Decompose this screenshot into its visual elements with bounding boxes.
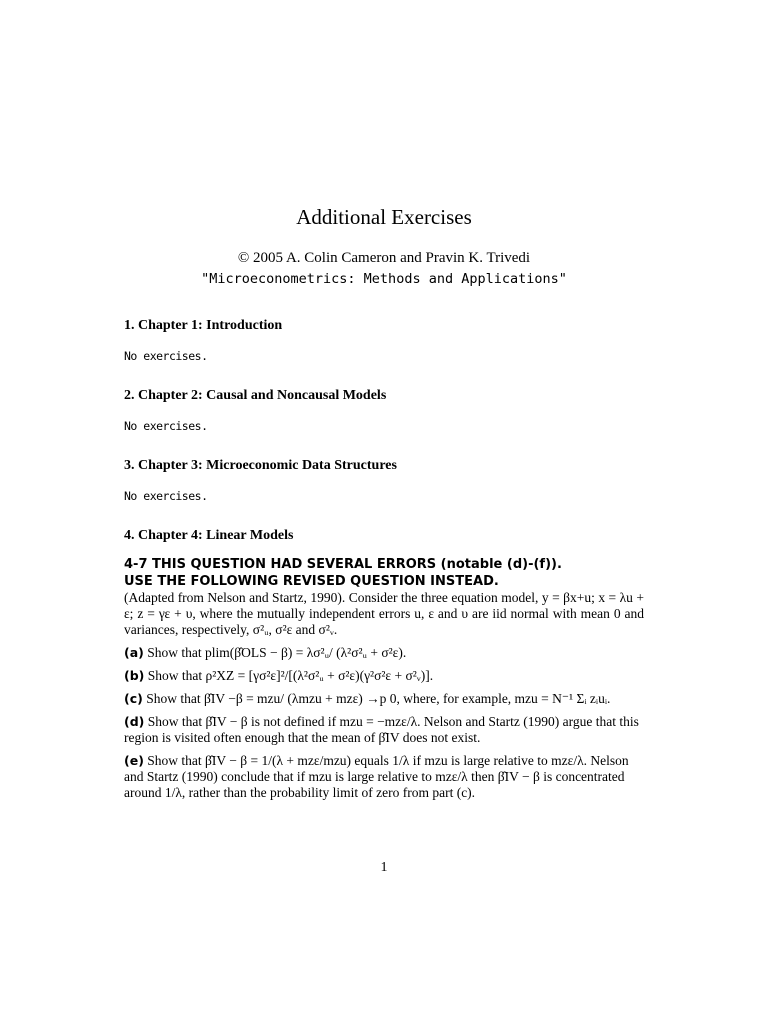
question-part-a	[124, 645, 644, 661]
question-part-c	[124, 691, 644, 707]
part-text: Show that β̂IV − β = 1/(λ + mzε/mzu) equals 1/λ if mzu is large relative to mzε/λ. Nelson and Startz (1990) conclude that if mzu is large relative to mzε/λ then β̂IV − β is concentrated around 1/λ, rather than the probability limit of zero from part (c).	[124, 753, 629, 800]
document-title: Additional Exercises	[296, 205, 472, 229]
section-body-1: No exercises.	[124, 349, 208, 363]
question-heading-line2: USE THE FOLLOWING REVISED QUESTION INSTEAD.	[124, 574, 499, 589]
section-body-2: No exercises.	[124, 419, 208, 433]
section-heading-3: 3. Chapter 3: Microeconomic Data Structures	[124, 458, 397, 473]
question-part-d	[124, 714, 644, 746]
question-part-e	[124, 753, 644, 801]
part-label: (d)	[124, 714, 145, 729]
part-label: (a)	[124, 645, 144, 660]
section-heading-1: 1. Chapter 1: Introduction	[124, 318, 283, 333]
page-number: 1	[380, 860, 388, 875]
part-label: (c)	[124, 691, 143, 706]
part-text: Show that β̂IV − β is not defined if mzu = −mzε/λ. Nelson and Startz (1990) argue that this region is visited often enough that the mean of β̂IV does not exist.	[124, 714, 639, 745]
question-part-b	[124, 668, 644, 684]
copyright-line: © 2005 A. Colin Cameron and Pravin K. Trivedi	[237, 250, 531, 266]
part-text: Show that ρ²XZ = [γσ²ε]²/[(λ²σ²ᵤ + σ²ε)(γ²σ²ε + σ²ᵥ)].	[147, 668, 434, 683]
section-body-3: No exercises.	[124, 489, 208, 503]
part-text: Show that β̂IV −β = mzu/ (λmzu + mzε) →p 0, where, for example, mzu = N⁻¹ Σᵢ zᵢuᵢ.	[146, 691, 611, 706]
part-label: (b)	[124, 668, 145, 683]
question-heading-line1: 4-7 THIS QUESTION HAD SEVERAL ERRORS (notable (d)-(f)).	[124, 557, 562, 572]
section-heading-2: 2. Chapter 2: Causal and Noncausal Models	[124, 388, 387, 403]
document-body	[124, 318, 644, 801]
book-title-line: "Microeconometrics: Methods and Applications"	[201, 271, 567, 287]
copyright-block	[0, 248, 768, 290]
part-text: Show that plim(β̂OLS − β) = λσ²ᵤ/ (λ²σ²ᵤ + σ²ε).	[147, 645, 407, 660]
question-intro: (Adapted from Nelson and Startz, 1990). Consider the three equation model, y = βx+u; x = λu + ε; z = γε + υ, where the mutually independent errors u, ε and υ are iid normal with mean 0 and variances, respectively, σ²ᵤ, σ²ε and σ²ᵥ.	[124, 590, 644, 637]
part-label: (e)	[124, 753, 144, 768]
section-heading-4: 4. Chapter 4: Linear Models	[124, 528, 294, 543]
